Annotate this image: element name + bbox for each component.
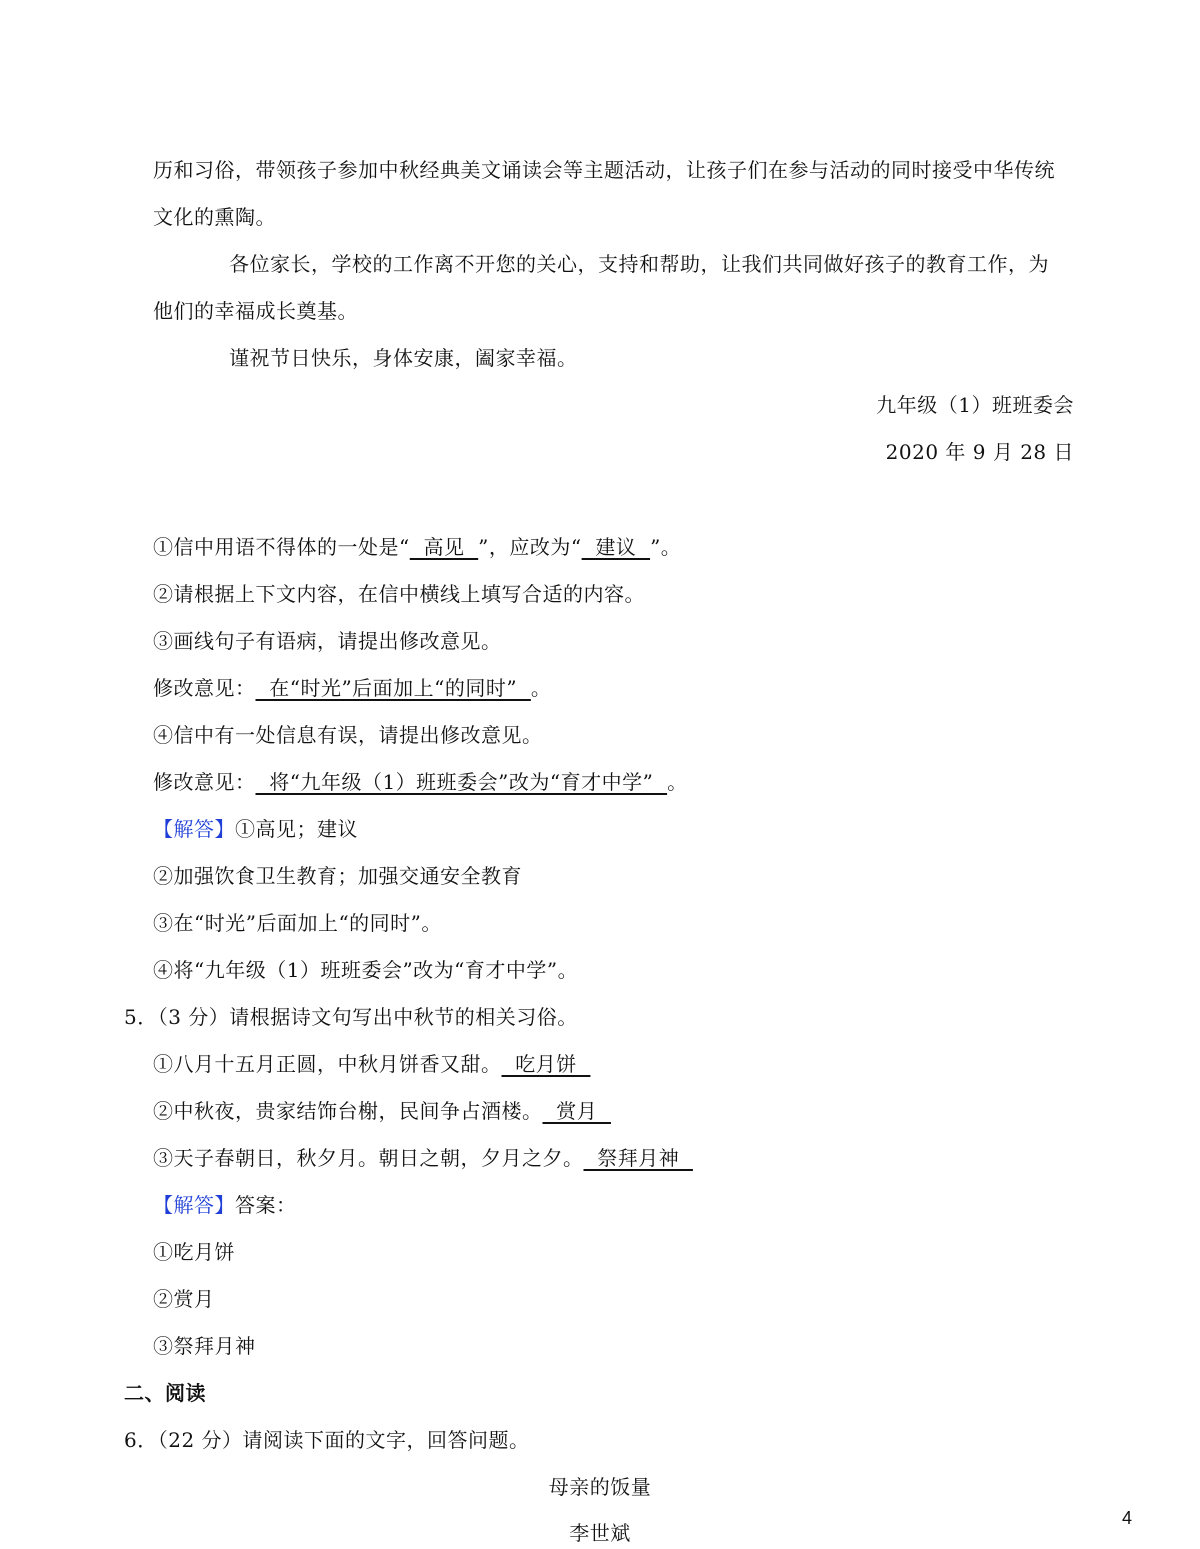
q5-item-1-text: ①八月十五月正圆，中秋月饼香又甜。 — [153, 1052, 502, 1076]
q4-answer-3: ③在“时光”后面加上“的同时”。 — [153, 911, 442, 935]
q5-item-1-answer: 吃月饼 — [501, 1052, 591, 1076]
q4-item-3-end: 。 — [530, 676, 552, 700]
q5-item-3-text: ③天子春朝日，秋夕月。朝日之朝，夕月之夕。 — [153, 1146, 584, 1170]
q4-item-3-answer: 在“时光”后面加上“的同时” — [255, 676, 531, 700]
q5-item-2-answer: 赏月 — [542, 1099, 611, 1123]
q5-item-3-answer: 祭拜月神 — [583, 1146, 693, 1170]
q4-item-4: ④信中有一处信息有误，请提出修改意见。 — [153, 723, 543, 747]
q4-item-1-mid: ”，应改为“ — [478, 535, 582, 559]
q6-title: 6．（22 分）请阅读下面的文字，回答问题。 — [124, 1428, 530, 1452]
letter-signature: 九年级（1）班班委会 — [876, 393, 1074, 417]
q5-item-2-text: ②中秋夜，贵家结饰台榭，民间争占酒楼。 — [153, 1099, 543, 1123]
q5-answer-1: ①吃月饼 — [153, 1240, 235, 1264]
q4-answer-4: ④将“九年级（1）班班委会”改为“育才中学”。 — [153, 958, 579, 982]
q4-item-4-end: 。 — [667, 770, 688, 794]
q4-item-1-suffix: ”。 — [650, 535, 682, 559]
q4-item-1-answer-1: 高见 — [409, 535, 479, 559]
q4-answer-1 — [153, 815, 358, 843]
page-number: 4 — [1121, 1508, 1132, 1528]
q5-answer-2: ②赏月 — [153, 1287, 215, 1311]
letter-paragraph-2-line-1: 各位家长，学校的工作离不开您的关心，支持和帮助，让我们共同做好孩子的教育工作，为 — [229, 252, 1049, 276]
q4-item-3-label: 修改意见： — [153, 676, 256, 700]
article-author: 李世斌 — [569, 1521, 631, 1545]
q5-item-2 — [153, 1097, 611, 1125]
q5-answer-3: ③祭拜月神 — [153, 1334, 256, 1358]
q5-answer-header — [153, 1191, 297, 1219]
q4-answer-1-text: ①高见；建议 — [235, 817, 358, 841]
q5-answer-tag: 【解答】 — [153, 1193, 235, 1217]
q5-item-3 — [153, 1144, 693, 1172]
q4-item-1 — [153, 533, 681, 561]
q4-item-3-suggestion — [153, 674, 551, 702]
q4-item-4-label: 修改意见： — [153, 770, 256, 794]
q4-answer-2: ②加强饮食卫生教育；加强交通安全教育 — [153, 864, 522, 888]
letter-paragraph-2-line-2: 他们的幸福成长奠基。 — [153, 299, 358, 323]
q4-item-2: ②请根据上下文内容，在信中横线上填写合适的内容。 — [153, 582, 645, 606]
q4-item-1-prefix: ①信中用语不得体的一处是“ — [153, 535, 410, 559]
letter-date: 2020 年 9 月 28 日 — [885, 440, 1074, 464]
q4-item-1-answer-2: 建议 — [581, 535, 651, 559]
q4-item-4-suggestion — [153, 768, 688, 796]
q4-item-3: ③画线句子有语病，请提出修改意见。 — [153, 629, 502, 653]
q5-title: 5．（3 分）请根据诗文句写出中秋节的相关习俗。 — [124, 1005, 578, 1029]
q5-answer-label: 答案： — [235, 1193, 297, 1217]
q5-item-1 — [153, 1050, 590, 1078]
q4-item-4-answer: 将“九年级（1）班班委会”改为“育才中学” — [255, 770, 668, 794]
letter-paragraph-1-line-1: 历和习俗，带领孩子参加中秋经典美文诵读会等主题活动，让孩子们在参与活动的同时接受中华传统 — [153, 158, 1055, 182]
letter-paragraph-1-line-2: 文化的熏陶。 — [153, 205, 276, 229]
letter-closing: 谨祝节日快乐，身体安康，阖家幸福。 — [229, 346, 578, 370]
section-heading-reading: 二、阅读 — [124, 1381, 206, 1405]
q4-answer-tag: 【解答】 — [153, 817, 235, 841]
article-title: 母亲的饭量 — [548, 1475, 652, 1499]
